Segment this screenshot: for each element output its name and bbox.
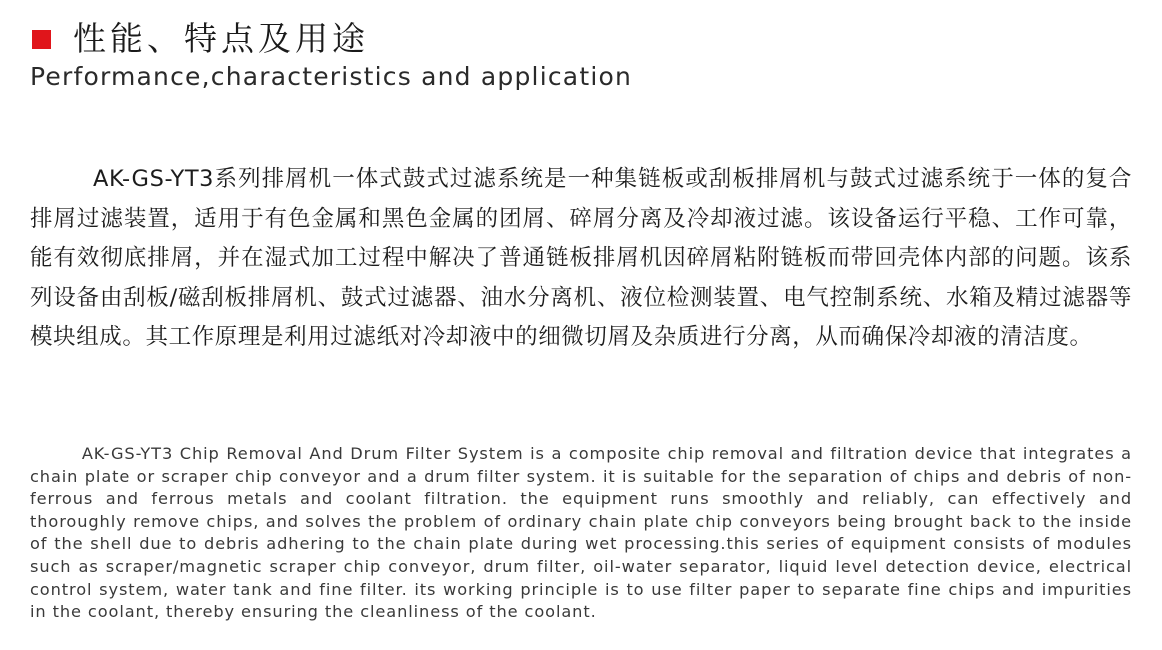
section-header [30, 16, 1130, 92]
red-square-bullet-icon [32, 30, 51, 49]
title-row [30, 16, 1130, 62]
section-title-english: Performance,characteristics and application [30, 62, 633, 91]
description-paragraph-chinese: AK-GS-YT3系列排屑机一体式鼓式过滤系统是一种集链板或刮板排屑机与鼓式过滤系统于一体的复合排屑过滤装置，适用于有色金属和黑色金属的团屑、碎屑分离及冷却液过滤。该设备运行平稳、工作可靠，能有效彻底排屑，并在湿式加工过程中解决了普通链板排屑机因碎屑粘附链板而带回壳体内部的问题。该系列设备由刮板/磁刮板排屑机、鼓式过滤器、油水分离机、液位检测装置、电气控制系统、水箱及精过滤器等模块组成。其工作原理是利用过滤纸对冷却液中的细微切屑及杂质进行分离，从而确保冷却液的清洁度。 [30, 166, 1132, 351]
description-paragraph-english: AK-GS-YT3 Chip Removal And Drum Filter System is a composite chip removal and filtration device that integrates a chain plate or scraper chip conveyor and a drum filter system. it is suitable for the separation of chips and debris of non-ferrous and ferrous metals and coolant filtration. the equipment runs smoothly and reliably, can effectively and thoroughly remove chips, and solves the problem of ordinary chain plate chip conveyors being brought back to the inside of the shell due to debris adhering to the chain plate during wet processing.this series of equipment consists of modules such as scraper/magnetic scraper chip conveyor, drum filter, oil-water separator, liquid level detection device, electrical control system, water tank and fine filter. its working principle is to use filter paper to separate fine chips and impurities in the coolant, thereby ensuring the cleanliness of the coolant. [30, 444, 1132, 622]
section-title-chinese: 性能、特点及用途 [73, 19, 369, 58]
